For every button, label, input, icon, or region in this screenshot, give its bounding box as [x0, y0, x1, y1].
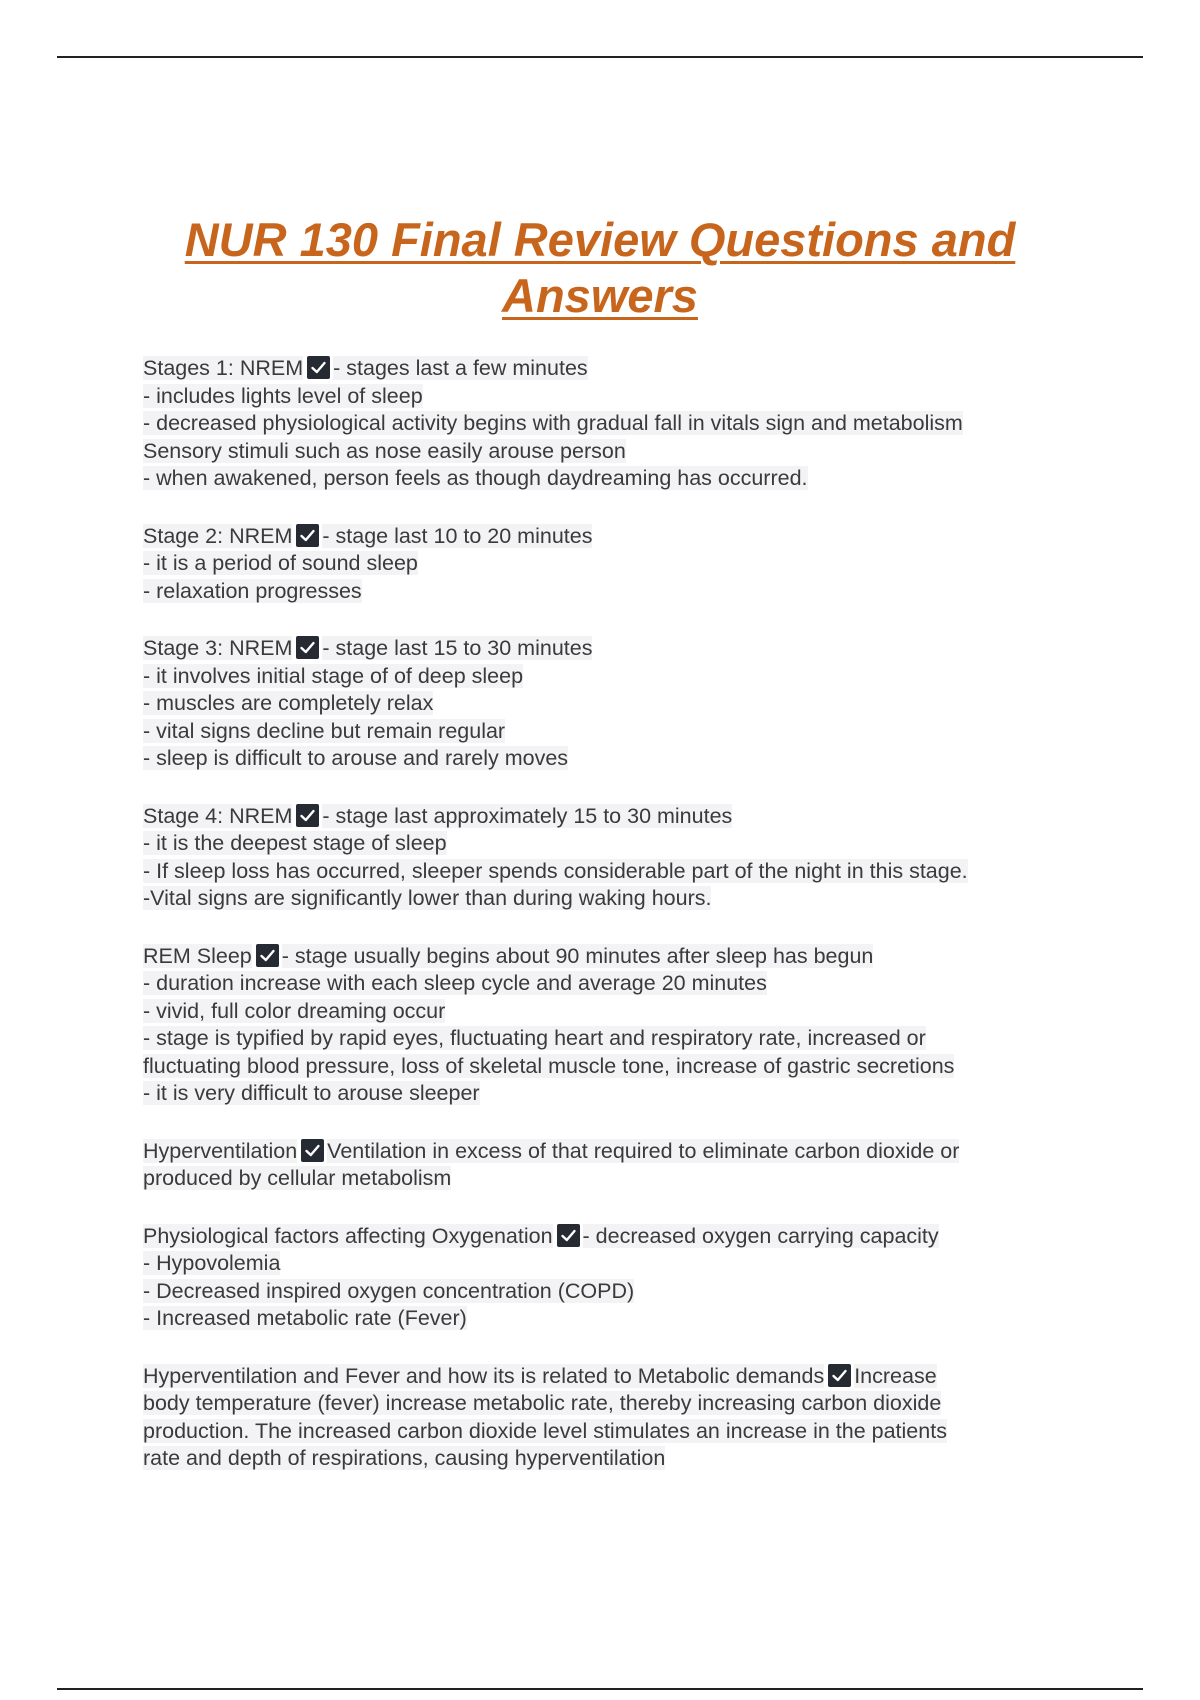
- question-text: Stage 2: NREM: [143, 523, 293, 548]
- answer-line: [143, 690, 1078, 718]
- answer-line-text: - sleep is difficult to arouse and rarely moves: [143, 746, 569, 770]
- qa-first-line: [143, 1138, 1078, 1166]
- answer-text: - stages last a few minutes: [333, 356, 588, 380]
- answer-line: [143, 885, 1078, 913]
- answer-line: [143, 663, 1078, 691]
- answer-line-text: - Increased metabolic rate (Fever): [143, 1306, 467, 1330]
- check-box-icon: [296, 636, 319, 659]
- qa-first-line: [143, 1223, 1078, 1251]
- qa-list: [143, 355, 1078, 1503]
- answer-text: - stage last 15 to 30 minutes: [322, 636, 593, 660]
- answer-text: Ventilation in excess of that required to eliminate carbon dioxide or: [327, 1138, 960, 1163]
- answer-line-text: - Hypovolemia: [143, 1251, 281, 1275]
- answer-line-text: - muscles are completely relax: [143, 691, 434, 715]
- question-text: Stage 3: NREM: [143, 636, 293, 660]
- answer-line-text: - stage is typified by rapid eyes, fluctuating heart and respiratory rate, increased or: [143, 1026, 926, 1050]
- check-box-icon: [301, 1139, 324, 1162]
- answer-line: [143, 383, 1078, 411]
- answer-line-text: - relaxation progresses: [143, 578, 362, 603]
- answer-line: [143, 1250, 1078, 1278]
- answer-line-text: - it is very difficult to arouse sleeper: [143, 1081, 480, 1105]
- answer-line: [143, 438, 1078, 466]
- answer-line: [143, 718, 1078, 746]
- answer-line: [143, 1305, 1078, 1333]
- answer-line-text: - If sleep loss has occurred, sleeper spends considerable part of the night in this stage.: [143, 858, 968, 883]
- qa-item: [143, 803, 1078, 913]
- answer-line: [143, 1165, 1078, 1193]
- answer-line: [143, 998, 1078, 1026]
- qa-first-line: [143, 943, 1078, 971]
- qa-item: [143, 523, 1078, 606]
- answer-line-text: - vital signs decline but remain regular: [143, 718, 506, 743]
- check-box-icon: [828, 1364, 851, 1387]
- answer-text: Increase: [854, 1363, 937, 1388]
- qa-first-line: [143, 635, 1078, 663]
- answer-line: [143, 1418, 1078, 1446]
- answer-text: - stage last 10 to 20 minutes: [322, 523, 593, 548]
- qa-item: [143, 1138, 1078, 1193]
- answer-line-text: - Decreased inspired oxygen concentration (COPD): [143, 1278, 635, 1303]
- qa-first-line: [143, 803, 1078, 831]
- answer-line: [143, 830, 1078, 858]
- answer-line: [143, 745, 1078, 773]
- answer-text: - stage last approximately 15 to 30 minutes: [322, 803, 733, 828]
- answer-line-text: Sensory stimuli such as nose easily arouse person: [143, 438, 626, 463]
- answer-line: [143, 858, 1078, 886]
- check-box-icon: [256, 944, 279, 967]
- answer-line-text: -Vital signs are significantly lower than during waking hours.: [143, 886, 712, 910]
- title-line-1: NUR 130 Final Review Questions and: [184, 213, 1016, 266]
- qa-item: [143, 943, 1078, 1108]
- answer-line: [143, 410, 1078, 438]
- answer-line-text: fluctuating blood pressure, loss of skeletal muscle tone, increase of gastric secretions: [143, 1053, 955, 1078]
- answer-text: - stage usually begins about 90 minutes after sleep has begun: [281, 943, 874, 968]
- check-box-icon: [296, 804, 319, 827]
- qa-item: [143, 355, 1078, 493]
- answer-line-text: - decreased physiological activity begins with gradual fall in vitals sign and metabolism: [143, 411, 963, 435]
- question-text: Hyperventilation: [143, 1138, 298, 1163]
- answer-text: - decreased oxygen carrying capacity: [582, 1223, 939, 1248]
- answer-line: [143, 550, 1078, 578]
- question-text: Stages 1: NREM: [143, 356, 304, 380]
- answer-line: [143, 1278, 1078, 1306]
- qa-first-line: [143, 523, 1078, 551]
- qa-item: [143, 1363, 1078, 1473]
- bottom-rule: [57, 1688, 1143, 1690]
- qa-item: [143, 1223, 1078, 1333]
- answer-line-text: - vivid, full color dreaming occur: [143, 998, 446, 1023]
- title-line-2: Answers: [502, 269, 698, 322]
- answer-line-text: production. The increased carbon dioxide level stimulates an increase in the patients: [143, 1418, 947, 1443]
- top-rule: [57, 56, 1143, 58]
- check-box-icon: [307, 356, 330, 379]
- answer-line: [143, 1025, 1078, 1053]
- qa-first-line: [143, 355, 1078, 383]
- answer-line-text: - when awakened, person feels as though daydreaming has occurred.: [143, 466, 808, 490]
- answer-line-text: rate and depth of respirations, causing hyperventilation: [143, 1446, 666, 1470]
- document-title: [0, 212, 1200, 324]
- answer-line: [143, 1445, 1078, 1473]
- question-text: REM Sleep: [143, 943, 252, 968]
- question-text: Hyperventilation and Fever and how its is related to Metabolic demands: [143, 1363, 825, 1388]
- answer-line: [143, 465, 1078, 493]
- check-box-icon: [557, 1224, 580, 1247]
- answer-line-text: produced by cellular metabolism: [143, 1166, 452, 1190]
- check-box-icon: [296, 524, 319, 547]
- answer-line-text: - it is a period of sound sleep: [143, 551, 418, 575]
- answer-line: [143, 1053, 1078, 1081]
- qa-item: [143, 635, 1078, 773]
- answer-line-text: - it is the deepest stage of sleep: [143, 831, 447, 855]
- answer-line: [143, 970, 1078, 998]
- answer-line: [143, 578, 1078, 606]
- answer-line-text: body temperature (fever) increase metabolic rate, thereby increasing carbon dioxide: [143, 1391, 942, 1415]
- answer-line-text: - includes lights level of sleep: [143, 383, 423, 408]
- question-text: Physiological factors affecting Oxygenation: [143, 1223, 553, 1248]
- answer-line: [143, 1390, 1078, 1418]
- answer-line: [143, 1080, 1078, 1108]
- answer-line-text: - duration increase with each sleep cycle and average 20 minutes: [143, 971, 767, 995]
- answer-line-text: - it involves initial stage of of deep sleep: [143, 663, 524, 688]
- question-text: Stage 4: NREM: [143, 803, 293, 828]
- qa-first-line: [143, 1363, 1078, 1391]
